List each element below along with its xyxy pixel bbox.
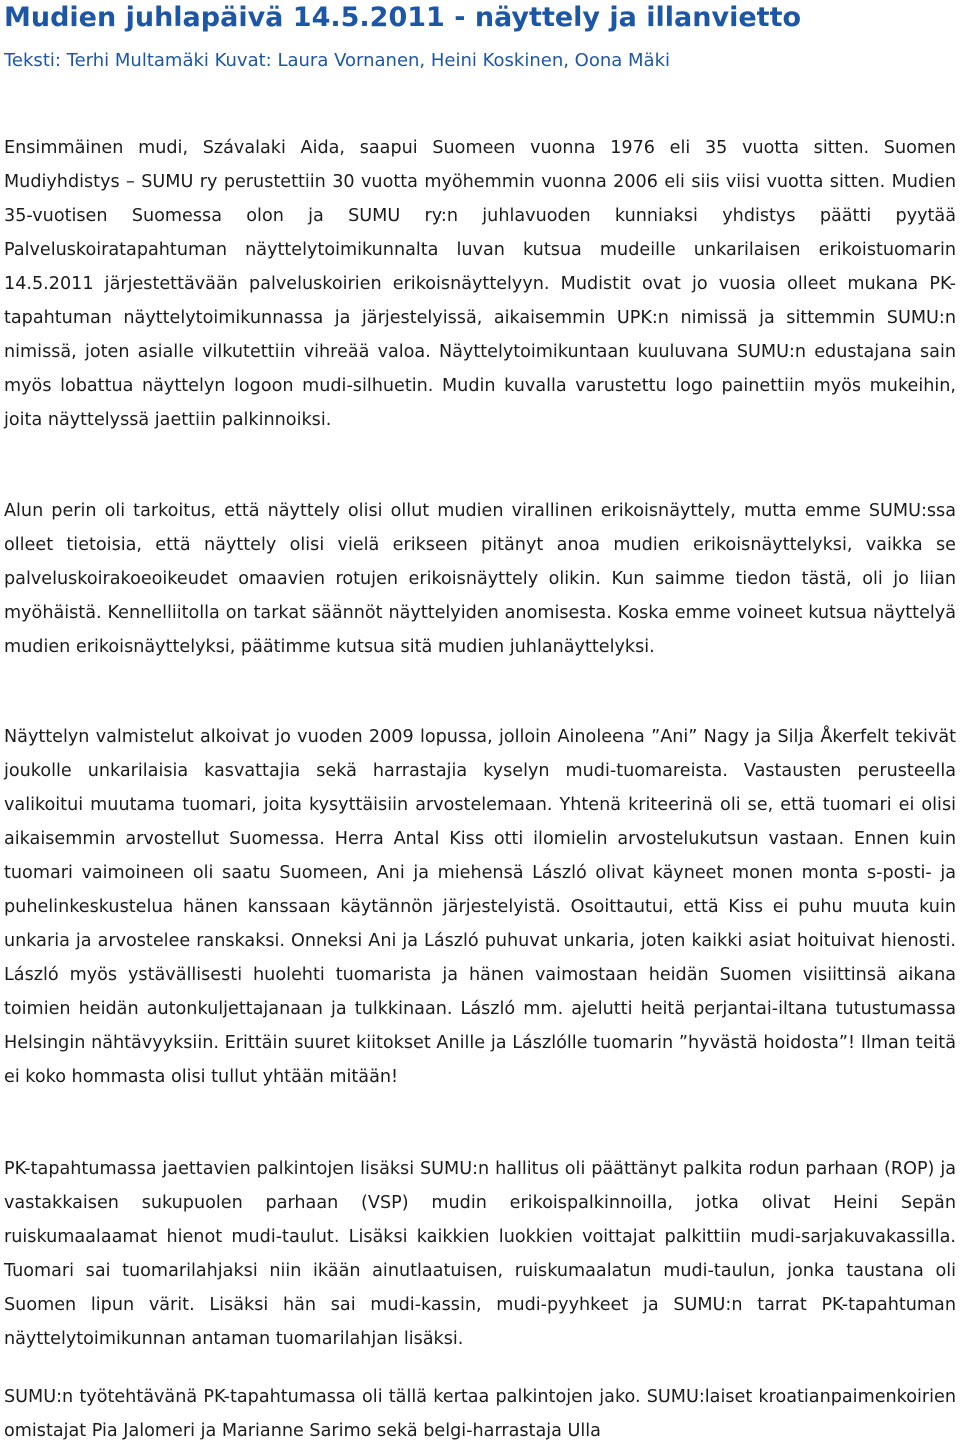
- paragraph-show-status: Alun perin oli tarkoitus, että näyttely olisi ollut mudien virallinen erikoisnäyttely, mutta emme SUMU:ssa olleet tietoisia, että näyttely olisi vielä erikseen pitänyt anoa mudien erikoisnäyttelyksi, vaikka se palveluskoirakoeoikeudet omaavien rotujen erikoisnäyttely olikin. Kun saimme tiedon tästä, oli jo liian myöhäistä. Kennelliitolla on tarkat säännöt näyttelyiden anomisesta. Koska emme voineet kutsua näyttelyä mudien erikoisnäyttelyksi, päätimme kutsua sitä mudien juhlanäyttelyksi.: [4, 501, 956, 657]
- credits-line: Teksti: Terhi Multamäki Kuvat: Laura Vornanen, Heini Koskinen, Oona Mäki: [4, 50, 670, 71]
- paragraph-history: Ensimmäinen mudi, Szávalaki Aida, saapui Suomeen vuonna 1976 eli 35 vuotta sitten. Suomen Mudiyhdistys – SUMU ry perustettiin 30 vuotta myöhemmin vuonna 2006 eli siis viisi vuotta sitten. Mudien 35-vuotisen Suomessa olon ja SUMU ry:n juhlavuoden kunniaksi yhdistys päätti pyytää Palveluskoiratapahtuman näyttelytoimikunnalta luvan kutsua mudeille unkarilaisen erikoistuomarin 14.5.2011 järjestettävään palveluskoirien erikoisnäyttelyyn. Mudistit ovat jo vuosia olleet mukana PK-tapahtuman näyttelytoimikunnassa ja järjestelyissä, aikaisemmin UPK:n nimissä ja sittemmin SUMU:n nimissä, joten asialle vilkutettiin vihreää valoa. Näyttelytoimikuntaan kuuluvana SUMU:n edustajana sain myös lobattua näyttelyn logoon mudi-silhuetin. Mudin kuvalla varustettu logo painettiin myös mukeihin, joita näyttelyssä jaettiin palkinnoiksi.: [4, 138, 956, 430]
- paragraph-prizes: PK-tapahtumassa jaettavien palkintojen lisäksi SUMU:n hallitus oli päättänyt palkita rodun parhaan (ROP) ja vastakkaisen sukupuolen parhaan (VSP) mudin erikoispalkinnoilla, jotka olivat Heini Sepän ruiskumaalaamat hienot mudi-taulut. Lisäksi kaikkien luokkien voittajat palkittiin mudi-sarjakuvakassilla. Tuomari sai tuomarilahjaksi niin ikään ainutlaatuisen, ruiskumaalatun mudi-taulun, jonka taustana oli Suomen lipun värit. Lisäksi hän sai mudi-kassin, mudi-pyyhkeet ja SUMU:n tarrat PK-tapahtuman näyttelytoimikunnan antaman tuomarilahjan lisäksi.: [4, 1159, 956, 1349]
- paragraph-prize-distribution: SUMU:n työtehtävänä PK-tapahtumassa oli tällä kertaa palkintojen jako. SUMU:laiset kroatianpaimenkoirien omistajat Pia Jalomeri ja Marianne Sarimo sekä belgi-harrastaja Ulla: [4, 1387, 956, 1441]
- paragraph-judge-preparations: Näyttelyn valmistelut alkoivat jo vuoden 2009 lopussa, jolloin Ainoleena ”Ani” Nagy ja Silja Åkerfelt tekivät joukolle unkarilaisia kasvattajia sekä harrastajia kyselyn mudi-tuomareista. Vastausten perusteella valikoitui muutama tuomari, joita kysyttäisiin arvostelemaan. Yhtenä kriteerinä oli se, että tuomari ei olisi aikaisemmin arvostellut Suomessa. Herra Antal Kiss otti ilomielin arvostelukutsun vastaan. Ennen kuin tuomari vaimoineen oli saatu Suomeen, Ani ja miehensä László olivat käyneet monen monta s-posti- ja puhelinkeskustelua hänen kanssaan käytännön järjestelyistä. Osoittautui, että Kiss ei puhu muuta kuin unkaria ja arvostelee ranskaksi. Onneksi Ani ja László puhuvat unkaria, joten kaikki asiat hoituivat hienosti. László myös ystävällisesti huolehti tuomarista ja hänen vaimostaan heidän Suomen visiittinsä aikana toimien heidän autonkuljettajanaan ja tulkkinaan. László mm. ajelutti heitä perjantai-iltana tutustumassa Helsingin nähtävyyksiin. Erittäin suuret kiitokset Anille ja Lászlólle tuomarin ”hyvästä hoidosta”! Ilman teitä ei koko hommasta olisi tullut yhtään mitään!: [4, 727, 956, 1087]
- page-title: Mudien juhlapäivä 14.5.2011 - näyttely ja illanvietto: [4, 2, 802, 33]
